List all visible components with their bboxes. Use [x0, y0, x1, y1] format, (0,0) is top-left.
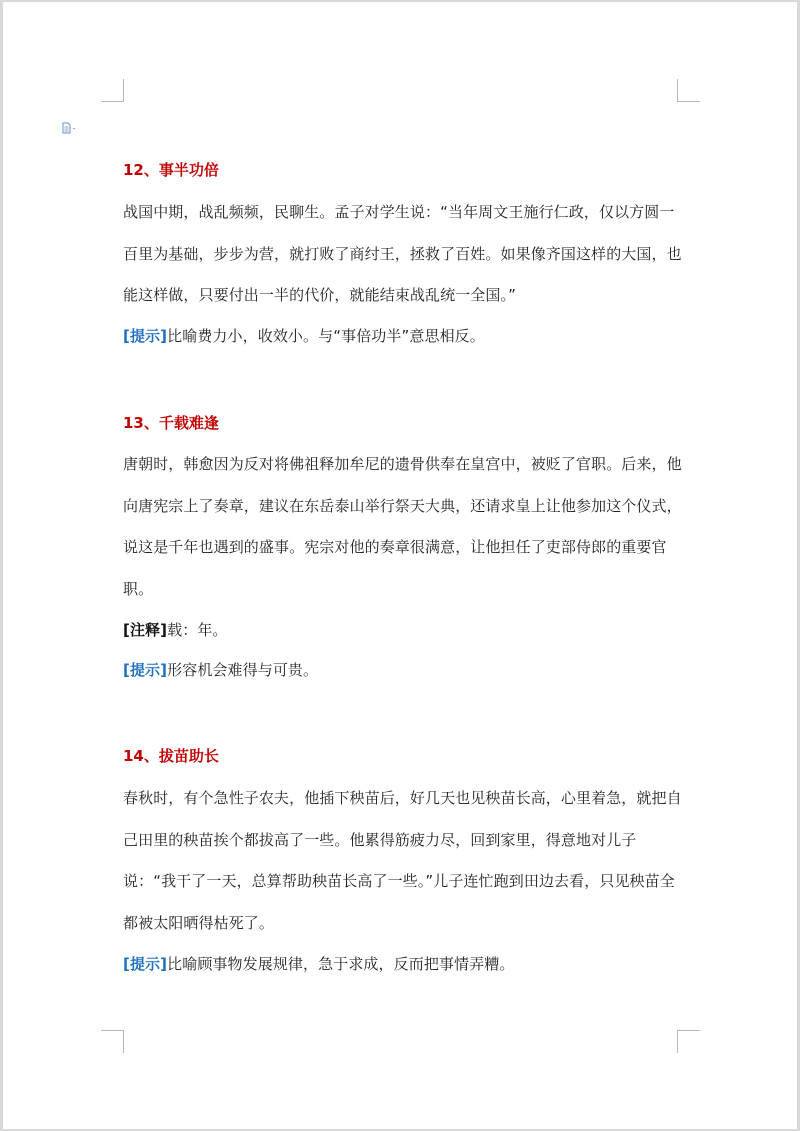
section-story: 战国中期，战乱频频，民聊生。孟子对学生说：“当年周文王施行仁政，仅以方圆一百里为基础，步步为营，就打败了商纣王，拯救了百姓。如果像齐国这样的大国，也能这样做，只要付出一半的代价，就能结束战乱统一全国。” — [123, 203, 682, 304]
tip-text: 比喻费力小，收效小。与“事倍功半”意思相反。 — [167, 327, 485, 345]
section-note — [123, 610, 683, 652]
document-page — [3, 2, 797, 1129]
section-heading: 13、千载难逢 — [123, 414, 219, 432]
section-tip — [123, 316, 683, 358]
paragraph-anchor-icon[interactable] — [62, 122, 80, 134]
note-tag: [注释] — [123, 621, 168, 639]
margin-mark-bottom-right — [677, 1030, 700, 1053]
margin-mark-bottom-left — [101, 1030, 124, 1053]
section-tip — [123, 650, 683, 692]
section-heading: 14、拔苗助长 — [123, 747, 219, 765]
section-story: 唐朝时，韩愈因为反对将佛祖释加牟尼的遗骨供奉在皇宫中，被贬了官职。后来，他向唐宪宗上了奏章，建议在东岳泰山举行祭天大典，还请求皇上让他参加这个仪式，说这是千年也遇到的盛事。宪宗对他的奏章很满意，让他担任了吏部侍郎的重要官职。 — [123, 455, 682, 598]
section-heading: 12、事半功倍 — [123, 161, 219, 179]
section-story: 春秋时，有个急性子农夫，他插下秧苗后，好几天也见秧苗长高，心里着急，就把自己田里的秧苗挨个都拔高了一些。他累得筋疲力尽，回到家里，得意地对儿子说：“我干了一天，总算帮助秧苗长高了一些。”儿子连忙跑到田边去看，只见秧苗全都被太阳晒得枯死了。 — [123, 789, 682, 932]
tip-tag: [提示] — [123, 327, 168, 345]
tip-tag: [提示] — [123, 661, 168, 679]
margin-mark-top-left — [101, 79, 124, 102]
tip-text: 形容机会难得与可贵。 — [167, 661, 319, 679]
tip-text: 比喻顾事物发展规律，急于求成，反而把事情弄糟。 — [167, 955, 515, 973]
note-text: 载：年。 — [167, 621, 228, 639]
margin-mark-top-right — [677, 79, 700, 102]
section-tip — [123, 944, 683, 986]
tip-tag: [提示] — [123, 955, 168, 973]
